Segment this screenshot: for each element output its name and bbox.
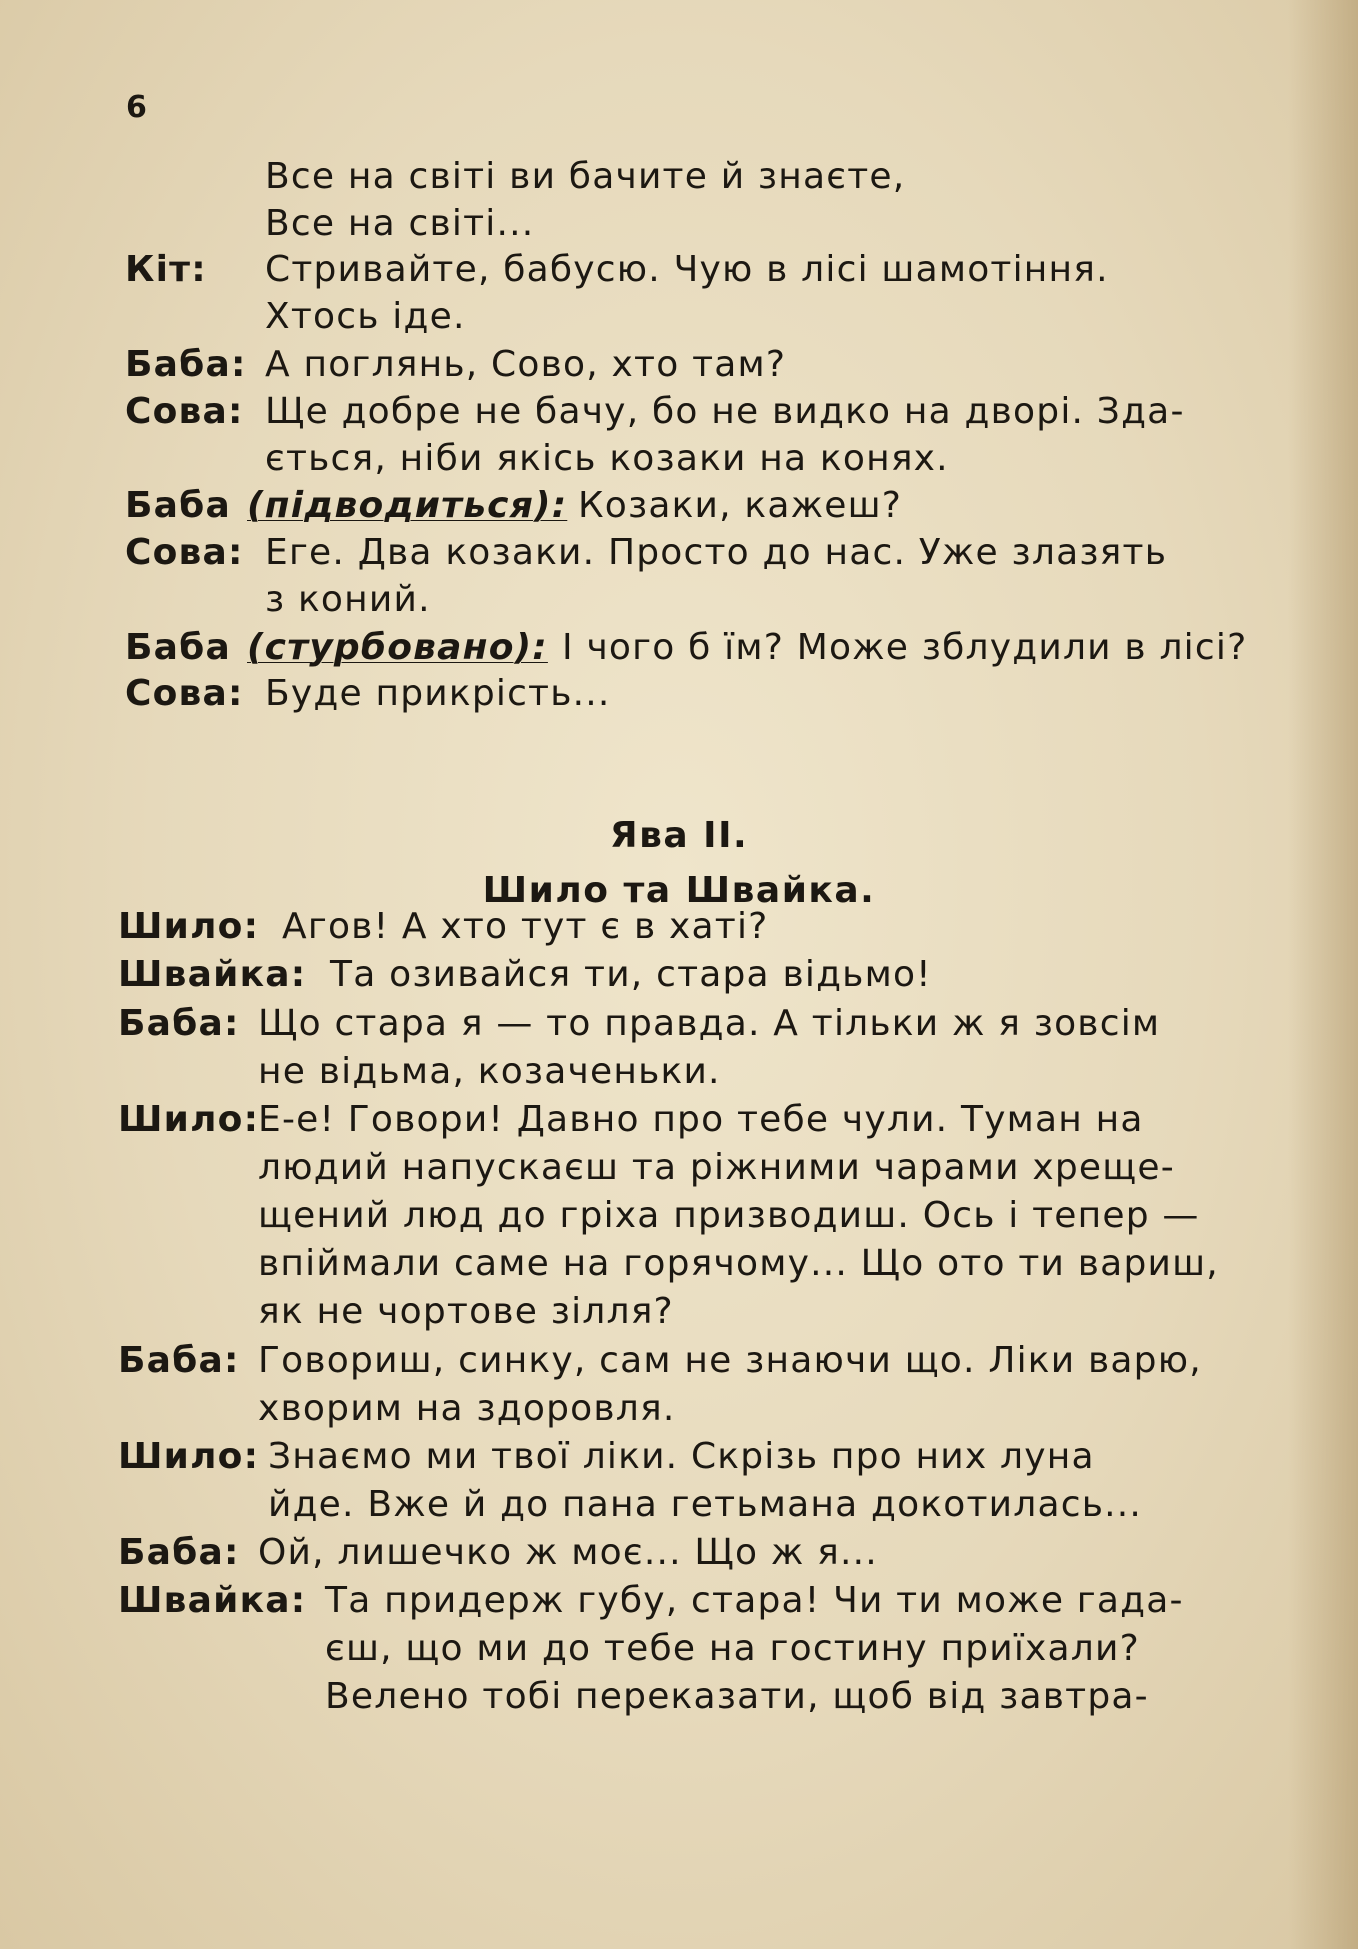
dialogue-line: А поглянь, Сово, хто там?	[265, 344, 787, 385]
dialogue-line: Говориш, синку, сам не знаючи що. Ліки варю,	[258, 1340, 1202, 1381]
dialogue-line: з коний.	[265, 579, 431, 620]
dialogue-line: Все на світі...	[265, 203, 535, 244]
dialogue-line: хворим на здоровля.	[258, 1388, 676, 1429]
dialogue-line: як не чортове зілля?	[258, 1291, 674, 1332]
speaker-name: Швайка:	[118, 954, 307, 995]
scene-heading: Ява II.	[609, 815, 749, 856]
dialogue-line: Еге. Два козаки. Просто до нас. Уже злазять	[265, 532, 1168, 573]
speaker-name: Шило:	[118, 1099, 260, 1140]
dialogue-line: Та придерж губу, стара! Чи ти може гада-	[325, 1580, 1184, 1621]
dialogue-line: Ой, лишечко ж моє... Що ж я...	[258, 1532, 878, 1573]
dialogue-line: не відьма, козаченьки.	[258, 1051, 721, 1092]
dialogue-line: Хтось іде.	[265, 296, 466, 337]
dialogue-line: Ще добре не бачу, бо не видко на дворі. Зда-	[265, 391, 1185, 432]
dialogue-line: Буде прикрість...	[265, 673, 611, 714]
dialogue-line: Велено тобі переказати, щоб від завтра-	[325, 1676, 1149, 1717]
speaker-name: Сова:	[125, 532, 244, 573]
dialogue-line: людий напускаєш та ріжними чарами хреще-	[258, 1147, 1175, 1188]
stage-direction: (підводиться):	[247, 485, 568, 526]
speaker-name: Баба:	[118, 1532, 240, 1573]
dialogue-line: Та озивайся ти, стара відьмо!	[330, 954, 932, 995]
dialogue-line: ється, ніби якісь козаки на конях.	[265, 438, 949, 479]
dialogue-line: йде. Вже й до пана гетьмана докотилась...	[268, 1484, 1143, 1525]
scene-characters-heading: Шило та Швайка.	[482, 870, 876, 911]
dialogue-line: Все на світі ви бачите й знаєте,	[265, 156, 906, 197]
speaker-name: Шило:	[118, 906, 260, 947]
speaker-name: Баба	[125, 485, 231, 526]
speaker-name: Баба:	[125, 344, 247, 385]
dialogue-line: Агов! А хто тут є в хаті?	[282, 906, 769, 947]
dialogue-line: Е-е! Говори! Давно про тебе чули. Туман на	[258, 1099, 1144, 1140]
speaker-name: Баба:	[118, 1003, 240, 1044]
dialogue-line: єш, що ми до тебе на гостину приїхали?	[325, 1628, 1140, 1669]
dialogue-line: Знаємо ми твої ліки. Скрізь про них луна	[268, 1436, 1095, 1477]
speaker-name: Баба:	[118, 1340, 240, 1381]
dialogue-line: Що стара я — то правда. А тільки ж я зовсім	[258, 1003, 1161, 1044]
speaker-name: Баба	[125, 627, 231, 668]
speaker-name: Сова:	[125, 673, 244, 714]
stage-direction: (стурбовано):	[247, 627, 548, 668]
speaker-name: Сова:	[125, 391, 244, 432]
dialogue-line: Стривайте, бабусю. Чую в лісі шамотіння.	[265, 249, 1109, 290]
page-number: 6	[126, 90, 147, 125]
dialogue-line: І чого б їм? Може зблудили в лісі?	[562, 627, 1248, 668]
speaker-name: Швайка:	[118, 1580, 307, 1621]
speaker-name: Кіт:	[125, 249, 207, 290]
page-edge-shadow	[1288, 0, 1358, 1949]
dialogue-line: впіймали саме на горячому... Що ото ти вариш,	[258, 1243, 1219, 1284]
dialogue-line: щений люд до гріха призводиш. Ось і тепер —	[258, 1195, 1200, 1236]
dialogue-line: Козаки, кажеш?	[578, 485, 903, 526]
speaker-name: Шило:	[118, 1436, 260, 1477]
